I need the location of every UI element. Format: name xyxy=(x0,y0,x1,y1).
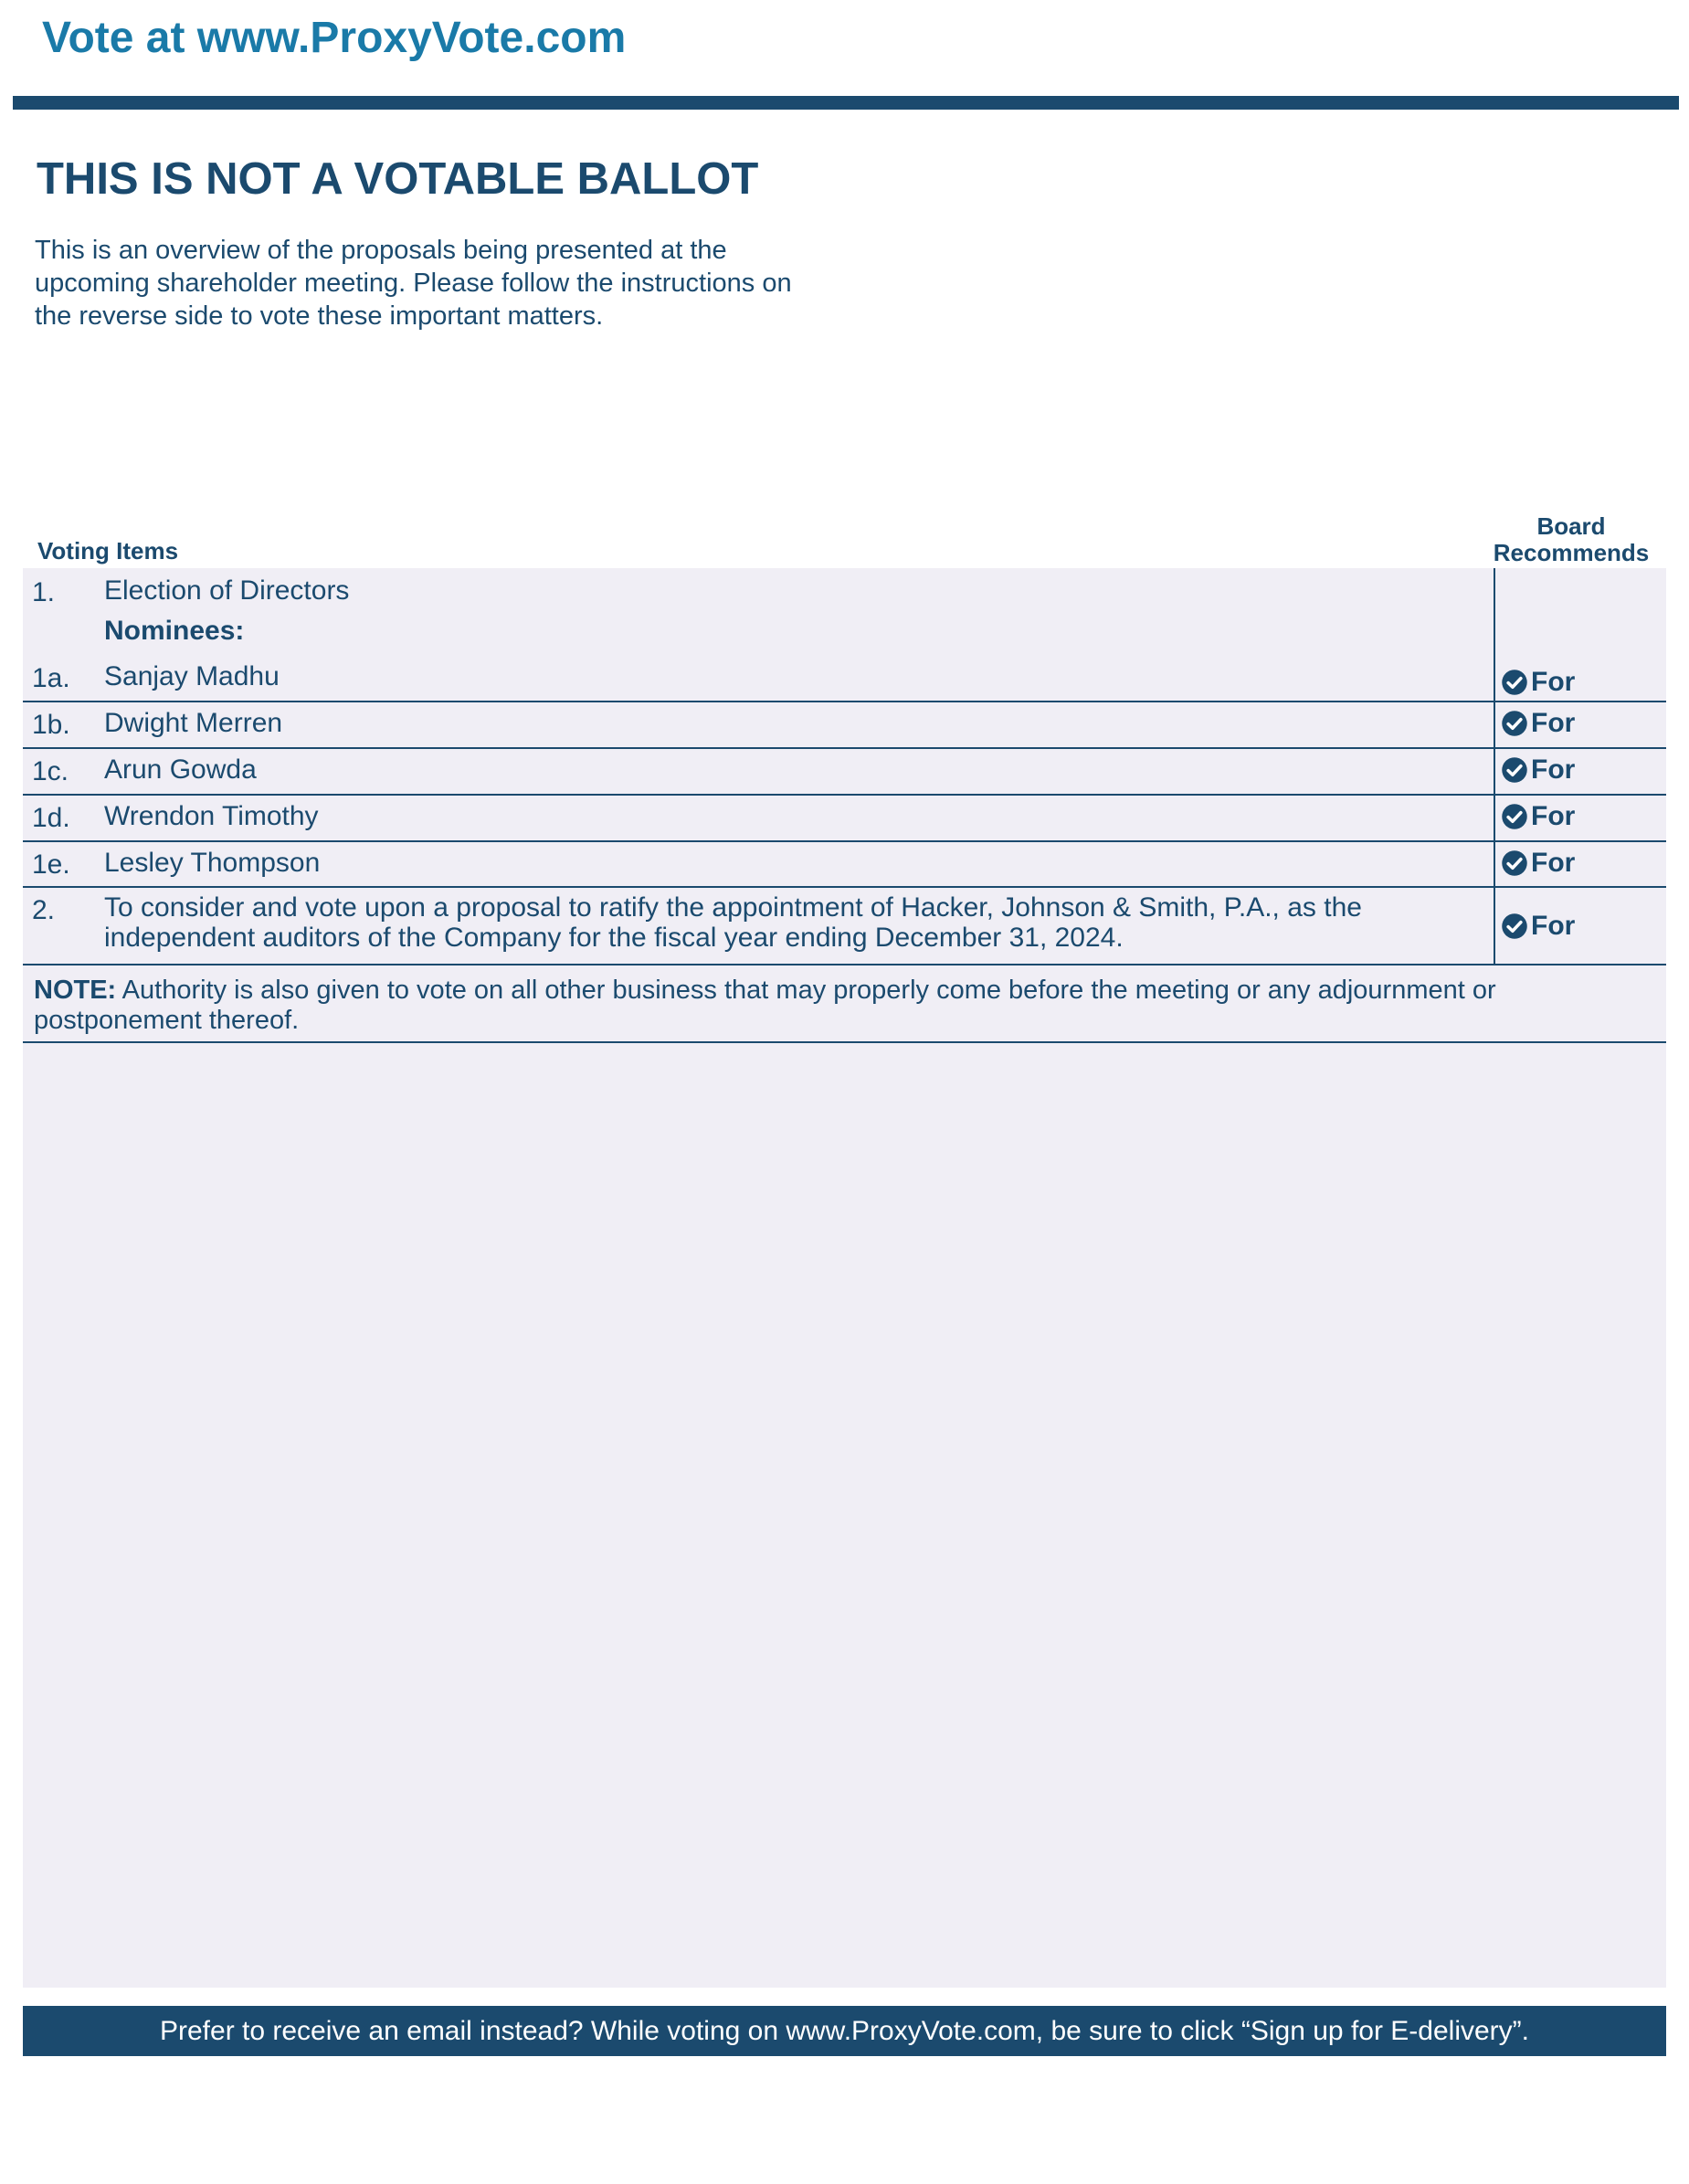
recommendation-value: For xyxy=(1531,667,1576,697)
nominee-number: 1b. xyxy=(32,710,70,740)
row-divider xyxy=(23,840,1666,842)
header-title: Vote at www.ProxyVote.com xyxy=(42,14,627,62)
board-recommendation xyxy=(1501,708,1575,739)
check-circle-icon xyxy=(1501,710,1528,737)
recommendation-value: For xyxy=(1531,801,1576,831)
intro-line: This is an overview of the proposals being presented at the xyxy=(35,236,727,265)
intro-line: the reverse side to vote these important matters. xyxy=(35,301,604,331)
nominee-name: Lesley Thompson xyxy=(104,848,321,878)
item-text-line: To consider and vote upon a proposal to ratify the appointment of Hacker, Johnson & Smith, P.A., as the xyxy=(104,892,1362,923)
board-recommendation xyxy=(1501,801,1575,832)
intro-text xyxy=(35,234,839,332)
board-recommendation xyxy=(1501,911,1575,942)
nominee-number: 1e. xyxy=(32,849,70,880)
row-divider xyxy=(23,964,1666,965)
nominee-number: 1a. xyxy=(32,663,70,693)
recommendation-value: For xyxy=(1531,911,1576,941)
nominee-name: Arun Gowda xyxy=(104,754,257,785)
recommendation-value: For xyxy=(1531,708,1576,738)
row-divider xyxy=(23,794,1666,796)
item-number: 1. xyxy=(32,577,56,607)
nominee-name: Dwight Merren xyxy=(104,708,283,738)
voting-items-header: Voting Items xyxy=(37,537,179,564)
recommendation-value: For xyxy=(1531,754,1576,785)
item-number: 2. xyxy=(32,895,56,925)
row-divider xyxy=(23,886,1666,888)
board-header-line: Recommends xyxy=(1493,539,1650,566)
recommendation-value: For xyxy=(1531,848,1576,878)
nominee-number: 1c. xyxy=(32,756,69,786)
voting-items-panel xyxy=(23,568,1666,1988)
check-circle-icon xyxy=(1501,849,1528,877)
row-divider xyxy=(23,747,1666,749)
check-circle-icon xyxy=(1501,669,1528,696)
nominee-number: 1d. xyxy=(32,803,70,833)
column-divider xyxy=(1494,568,1495,965)
board-header-line: Board xyxy=(1536,512,1606,540)
row-divider xyxy=(23,701,1666,702)
item-text-line: independent auditors of the Company for the fiscal year ending December 31, 2024. xyxy=(104,923,1124,953)
board-recommendation xyxy=(1501,848,1575,879)
header-divider xyxy=(13,96,1679,110)
ballot-heading: THIS IS NOT A VOTABLE BALLOT xyxy=(37,154,759,204)
note-body: Authority is also given to vote on all other business that may properly come before the meeting or any adjournment or postponement thereof. xyxy=(34,976,1496,1035)
nominee-name: Wrendon Timothy xyxy=(104,801,319,831)
intro-line: upcoming shareholder meeting. Please follow the instructions on xyxy=(35,269,792,298)
note-label: NOTE: xyxy=(34,976,117,1005)
note-text xyxy=(34,976,1651,1036)
board-recommendation xyxy=(1501,667,1575,698)
footer-banner: Prefer to receive an email instead? While voting on www.ProxyVote.com, be sure to click “Sign up for E-delivery”. xyxy=(23,2006,1666,2056)
board-recommends-header xyxy=(1489,513,1653,566)
check-circle-icon xyxy=(1501,803,1528,830)
board-recommendation xyxy=(1501,754,1575,786)
nominee-name: Sanjay Madhu xyxy=(104,661,280,691)
check-circle-icon xyxy=(1501,913,1528,940)
check-circle-icon xyxy=(1501,756,1528,784)
row-divider xyxy=(23,1041,1666,1043)
item-label: Election of Directors xyxy=(104,575,350,606)
nominees-subheading: Nominees: xyxy=(104,616,245,646)
